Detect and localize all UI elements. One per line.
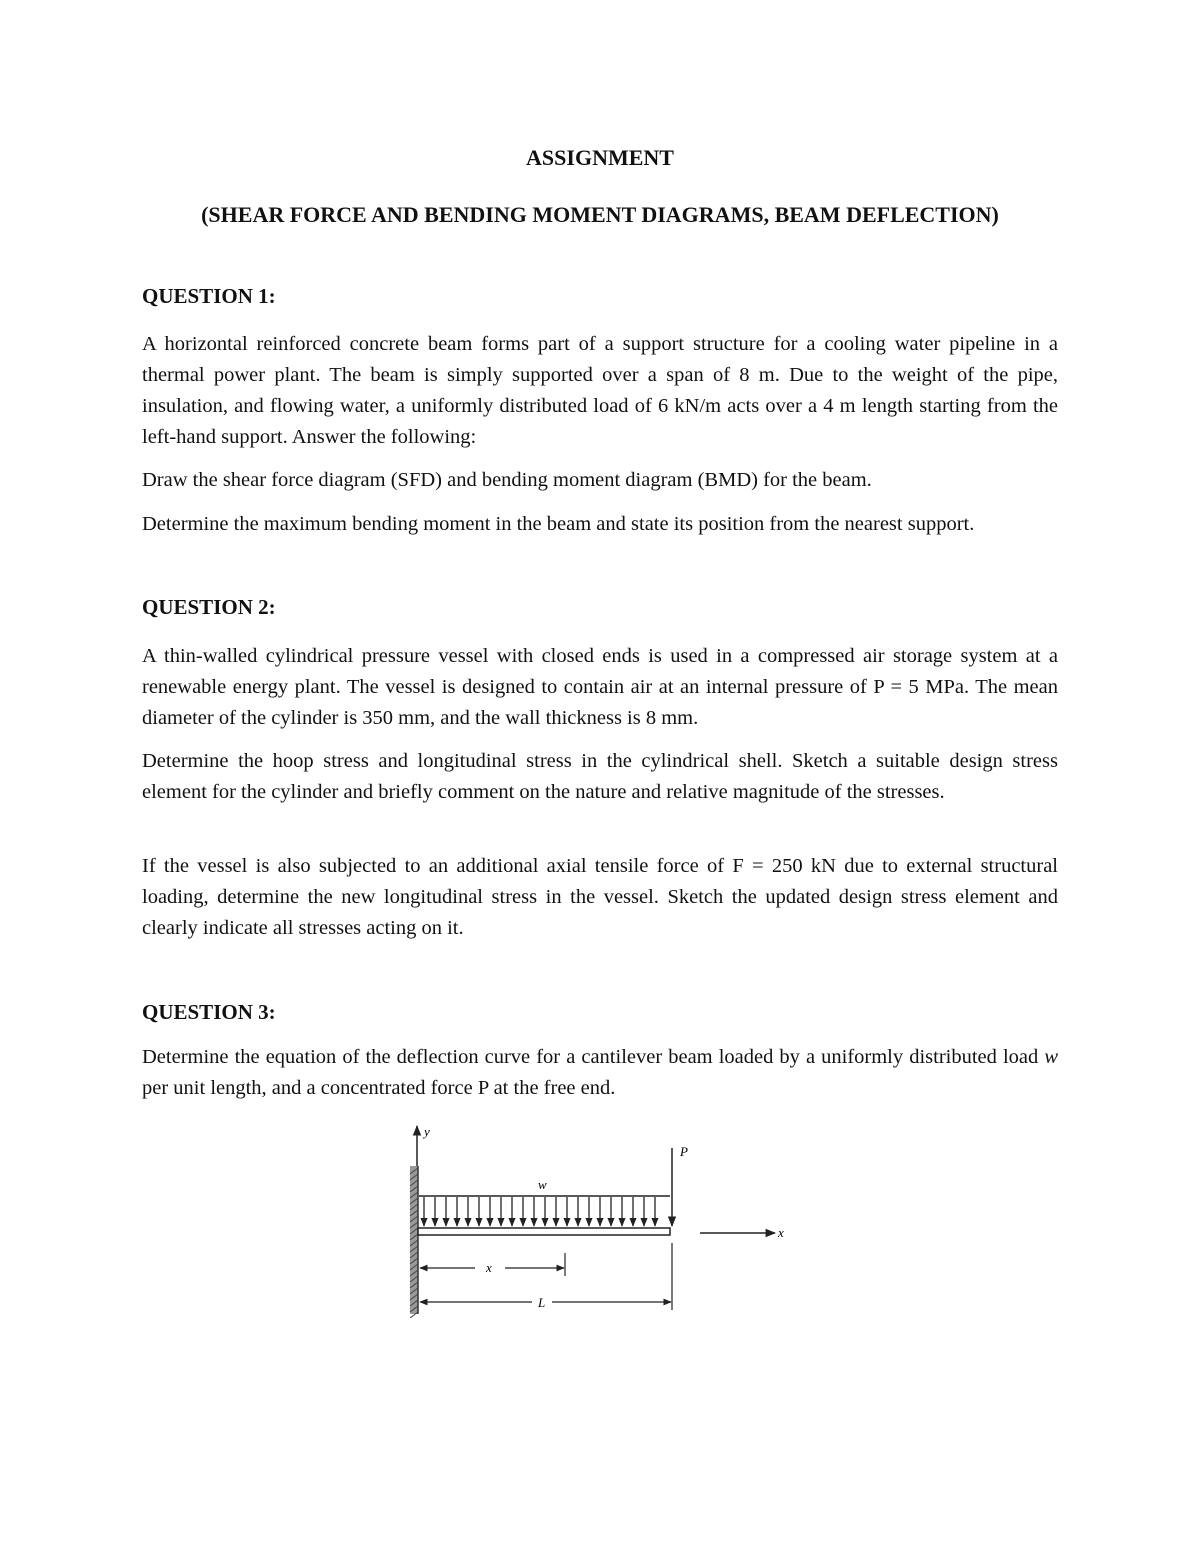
question-2-paragraph-1: A thin-walled cylindrical pressure vessel with closed ends is used in a compressed air storage system at a renewable energy plant. The vessel is designed to contain air at an internal pressure of P = 5 MPa. The mean diameter of the cylinder is 350 mm, and the wall thickness is 8 mm. [142,645,1058,729]
l-dimension-label: L [538,1295,546,1310]
point-load-label: P [680,1144,688,1159]
cantilever-beam-figure [400,1118,800,1318]
fixed-wall-support [410,1166,418,1314]
question-1-paragraph-3: Determine the maximum bending moment in the beam and state its position from the nearest support. [142,513,975,535]
x-dimension-label: x [486,1260,492,1275]
distributed-load-label: w [538,1177,547,1192]
document-subtitle: (SHEAR FORCE AND BENDING MOMENT DIAGRAMS, BEAM DEFLECTION) [201,202,999,227]
question-1-heading: QUESTION 1: [142,284,276,308]
question-2-paragraph-3: If the vessel is also subjected to an additional axial tensile force of F = 250 kN due to external structural loading, determine the new longitudinal stress in the vessel. Sketch the updated design stress element and clearly indicate all stresses acting on it. [142,855,1058,939]
question-3-heading: QUESTION 3: [142,1000,276,1024]
cantilever-beam [418,1228,670,1235]
question-3-paragraph-1 [142,1042,1058,1104]
y-axis-label: y [424,1124,430,1139]
document-title: ASSIGNMENT [526,145,674,170]
question-3-text-after: per unit length, and a concentrated force P at the free end. [142,1077,616,1099]
question-3-variable-w: w [1044,1046,1058,1068]
distributed-load-arrows [424,1197,655,1226]
question-2-heading: QUESTION 2: [142,595,276,619]
question-1-paragraph-1: A horizontal reinforced concrete beam forms part of a support structure for a cooling water pipeline in a thermal power plant. The beam is simply supported over a span of 8 m. Due to the weight of the pipe, insulation, and flowing water, a uniformly distributed load of 6 kN/m acts over a 4 m length starting from the left-hand support. Answer the following: [142,333,1058,448]
question-3-text-before: Determine the equation of the deflection curve for a cantilever beam loaded by a uniformly distributed load [142,1046,1045,1068]
x-axis-label: x [778,1225,784,1240]
question-1-paragraph-2: Draw the shear force diagram (SFD) and bending moment diagram (BMD) for the beam. [142,469,872,491]
question-2-paragraph-2: Determine the hoop stress and longitudinal stress in the cylindrical shell. Sketch a suitable design stress element for the cylinder and briefly comment on the nature and relative magnitude of the stresses. [142,750,1058,803]
